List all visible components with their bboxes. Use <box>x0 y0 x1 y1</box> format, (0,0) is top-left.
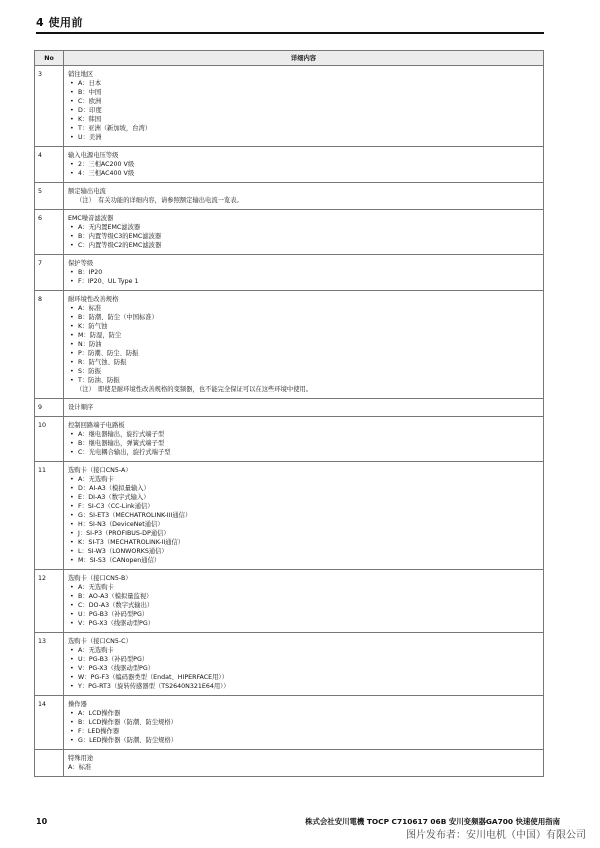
option-text: G：LED操作器（防潮、防尘规格） <box>78 737 178 744</box>
option-text: C：欧洲 <box>78 98 102 105</box>
option-text: F：LED操作器 <box>78 728 120 735</box>
list-item <box>68 106 539 115</box>
list-item <box>68 538 539 547</box>
row-number: 6 <box>35 210 64 255</box>
note-tag: （注） <box>76 386 95 393</box>
option-list <box>68 223 539 250</box>
table-header-row <box>35 51 544 66</box>
option-text: T：亚洲（新加坡，台湾） <box>78 125 152 132</box>
list-item <box>68 169 539 178</box>
option-text: A：无选购卡 <box>78 584 114 591</box>
option-text: D：AI-A3（模拟量输入） <box>78 485 150 492</box>
option-text: B：LCD操作器（防潮、防尘规格） <box>78 719 177 726</box>
note-tag: （注） <box>76 197 95 204</box>
list-item <box>68 646 539 655</box>
table-row <box>35 417 544 462</box>
list-item <box>68 673 539 682</box>
row-detail <box>64 255 544 291</box>
spec-table <box>34 50 544 777</box>
row-number <box>35 750 64 777</box>
row-title: 特殊用途 <box>68 755 94 762</box>
option-text: T：防油、防振 <box>78 377 120 384</box>
list-item <box>68 439 539 448</box>
option-text: C：DO-A3（数字式输出） <box>78 602 154 609</box>
list-item <box>68 349 539 358</box>
option-text: B：AO-A3（模拟量监视） <box>78 593 153 600</box>
option-text: A：继电器输出，旋拧式端子型 <box>78 431 165 438</box>
option-list <box>68 646 539 691</box>
row-number: 13 <box>35 633 64 696</box>
row-detail <box>64 399 544 417</box>
list-item <box>68 358 539 367</box>
row-number: 14 <box>35 696 64 750</box>
list-item <box>68 727 539 736</box>
option-list <box>68 583 539 628</box>
row-title: 输入电源电压等级 <box>68 152 119 159</box>
table-body <box>35 66 544 777</box>
list-item <box>68 88 539 97</box>
table-row <box>35 183 544 210</box>
option-text: U：美洲 <box>78 134 102 141</box>
list-item <box>68 376 539 385</box>
option-text: A：LCD操作器 <box>78 710 121 717</box>
list-item <box>68 718 539 727</box>
row-number: 12 <box>35 570 64 633</box>
option-text: E：DI-A3（数字式输入） <box>78 494 150 501</box>
option-text: M：SI-S3（CANopen通信） <box>78 557 161 564</box>
header-divider <box>36 32 544 34</box>
row-title: 设计顺序 <box>68 404 94 411</box>
list-item <box>68 655 539 664</box>
option-text: H：SI-N3（DeviceNet通信） <box>78 521 164 528</box>
list-item <box>68 124 539 133</box>
list-item <box>68 367 539 376</box>
list-item <box>68 592 539 601</box>
footer-document-title: 株式会社安川電機 TOCP C710617 06B 安川变频器GA700 快速使用指南 <box>305 817 560 826</box>
table-row <box>35 462 544 570</box>
list-item <box>68 448 539 457</box>
table-row <box>35 255 544 291</box>
list-item <box>68 133 539 142</box>
option-text: B：中国 <box>78 89 102 96</box>
table-row <box>35 147 544 183</box>
list-item <box>68 304 539 313</box>
list-item <box>68 709 539 718</box>
row-detail <box>64 291 544 399</box>
option-text: B：内置等级C3的EMC滤波器 <box>78 233 162 240</box>
list-item <box>68 268 539 277</box>
row-number: 3 <box>35 66 64 147</box>
row-title: 操作器 <box>68 701 87 708</box>
list-item <box>68 664 539 673</box>
list-item <box>68 547 539 556</box>
option-text: L：SI-W3（LONWORKS通信） <box>78 548 168 555</box>
option-text: V：PG-X3（线驱动型PG） <box>78 620 155 627</box>
table-row <box>35 633 544 696</box>
row-plain-value: A：标准 <box>68 764 92 771</box>
option-list <box>68 304 539 385</box>
note-text: 即使是耐环境性改善规格的变频器，也不能完全保证可以在这些环境中使用。 <box>98 386 313 393</box>
option-list <box>68 79 539 142</box>
row-title: 选购卡（接口CN5-A） <box>68 467 132 474</box>
list-item <box>68 241 539 250</box>
footer-credit: 图片发布者：安川电机（中国）有限公司 <box>406 830 586 841</box>
option-text: R：防气蚀、防振 <box>78 359 127 366</box>
list-item <box>68 277 539 286</box>
option-text: N：防油 <box>78 341 102 348</box>
option-text: C：光电耦合输出，旋拧式端子型 <box>78 449 171 456</box>
row-title: 耐环境性改善规格 <box>68 296 119 303</box>
row-detail <box>64 210 544 255</box>
option-text: S：防振 <box>78 368 101 375</box>
list-item <box>68 223 539 232</box>
option-text: F：SI-C3（CC-Link通信） <box>78 503 154 510</box>
list-item <box>68 493 539 502</box>
option-text: 4：三相AC400 V级 <box>78 170 135 177</box>
row-detail <box>64 66 544 147</box>
table-row <box>35 399 544 417</box>
option-text: 2：三相AC200 V级 <box>78 161 135 168</box>
list-item <box>68 682 539 691</box>
row-number: 10 <box>35 417 64 462</box>
row-detail <box>64 633 544 696</box>
option-text: A：标准 <box>78 305 102 312</box>
row-number: 8 <box>35 291 64 399</box>
option-text: M：防湿，防尘 <box>78 332 122 339</box>
option-text: K：韩国 <box>78 116 102 123</box>
option-text: Y：PG-RT3（旋转传感器型（TS2640N321E64用）） <box>78 683 230 690</box>
option-text: U：PG-B3（补码型PG） <box>78 611 149 618</box>
option-text: B：防潮、防尘（中国标准） <box>78 314 158 321</box>
option-text: U：PG-B3（补码型PG） <box>78 656 149 663</box>
option-text: B：继电器输出，弹簧式端子型 <box>78 440 165 447</box>
list-item <box>68 160 539 169</box>
option-list <box>68 475 539 565</box>
table-row <box>35 66 544 147</box>
option-list <box>68 709 539 745</box>
row-detail <box>64 462 544 570</box>
row-title: 销往地区 <box>68 71 94 78</box>
row-number: 11 <box>35 462 64 570</box>
row-detail <box>64 696 544 750</box>
option-text: G：SI-ET3（MECHATROLINK-III通信） <box>78 512 192 519</box>
row-number: 7 <box>35 255 64 291</box>
list-item <box>68 610 539 619</box>
option-text: A：无选购卡 <box>78 647 114 654</box>
option-list <box>68 160 539 178</box>
note-text: 有关功能的详细内容，请参照额定输出电流一览表。 <box>98 197 243 204</box>
column-header-detail: 详细内容 <box>64 51 544 66</box>
row-note <box>68 196 539 205</box>
list-item <box>68 736 539 745</box>
row-detail <box>64 570 544 633</box>
list-item <box>68 322 539 331</box>
section-header: 4 使用前 <box>36 16 83 29</box>
column-header-no: No <box>35 51 64 66</box>
option-text: C：内置等级C2的EMC滤波器 <box>78 242 162 249</box>
row-detail <box>64 183 544 210</box>
list-item <box>68 619 539 628</box>
option-text: K：防气蚀 <box>78 323 108 330</box>
list-item <box>68 331 539 340</box>
option-text: J：SI-P3（PROFIBUS-DP通信） <box>78 530 170 537</box>
option-text: F：IP20、UL Type 1 <box>78 278 139 285</box>
list-item <box>68 79 539 88</box>
option-list <box>68 268 539 286</box>
list-item <box>68 520 539 529</box>
row-title: 选购卡（接口CN5-C） <box>68 638 132 645</box>
option-text: K：SI-T3（MECHATROLINK-II通信） <box>78 539 185 546</box>
option-list <box>68 430 539 457</box>
row-title: 选购卡（接口CN5-B） <box>68 575 132 582</box>
list-item <box>68 115 539 124</box>
list-item <box>68 313 539 322</box>
option-text: A：日本 <box>78 80 102 87</box>
list-item <box>68 583 539 592</box>
list-item <box>68 475 539 484</box>
list-item <box>68 556 539 565</box>
option-text: A：无选购卡 <box>78 476 114 483</box>
list-item <box>68 232 539 241</box>
row-number: 9 <box>35 399 64 417</box>
table-row <box>35 750 544 777</box>
row-title: EMC噪音滤波器 <box>68 215 114 222</box>
list-item <box>68 529 539 538</box>
row-detail <box>64 750 544 777</box>
row-note <box>68 385 539 394</box>
row-title: 保护等级 <box>68 260 94 267</box>
option-text: P：防潮、防尘、防振 <box>78 350 139 357</box>
option-text: D：印度 <box>78 107 102 114</box>
list-item <box>68 430 539 439</box>
row-title: 额定输出电流 <box>68 188 106 195</box>
list-item <box>68 484 539 493</box>
list-item <box>68 601 539 610</box>
option-text: V：PG-X3（线驱动型PG） <box>78 665 155 672</box>
row-number: 5 <box>35 183 64 210</box>
table-row <box>35 210 544 255</box>
table-row <box>35 696 544 750</box>
list-item <box>68 340 539 349</box>
table-row <box>35 291 544 399</box>
row-number: 4 <box>35 147 64 183</box>
row-detail <box>64 147 544 183</box>
list-item <box>68 502 539 511</box>
option-text: A：无内置EMC滤波器 <box>78 224 141 231</box>
option-text: B：IP20 <box>78 269 103 276</box>
list-item <box>68 511 539 520</box>
row-title: 控制回路端子电路板 <box>68 422 125 429</box>
table-row <box>35 570 544 633</box>
page-number: 10 <box>36 817 48 826</box>
list-item <box>68 97 539 106</box>
option-text: W：PG-F3（编码器类型（Endat、HIPERFACE用）） <box>78 674 228 681</box>
row-detail <box>64 417 544 462</box>
